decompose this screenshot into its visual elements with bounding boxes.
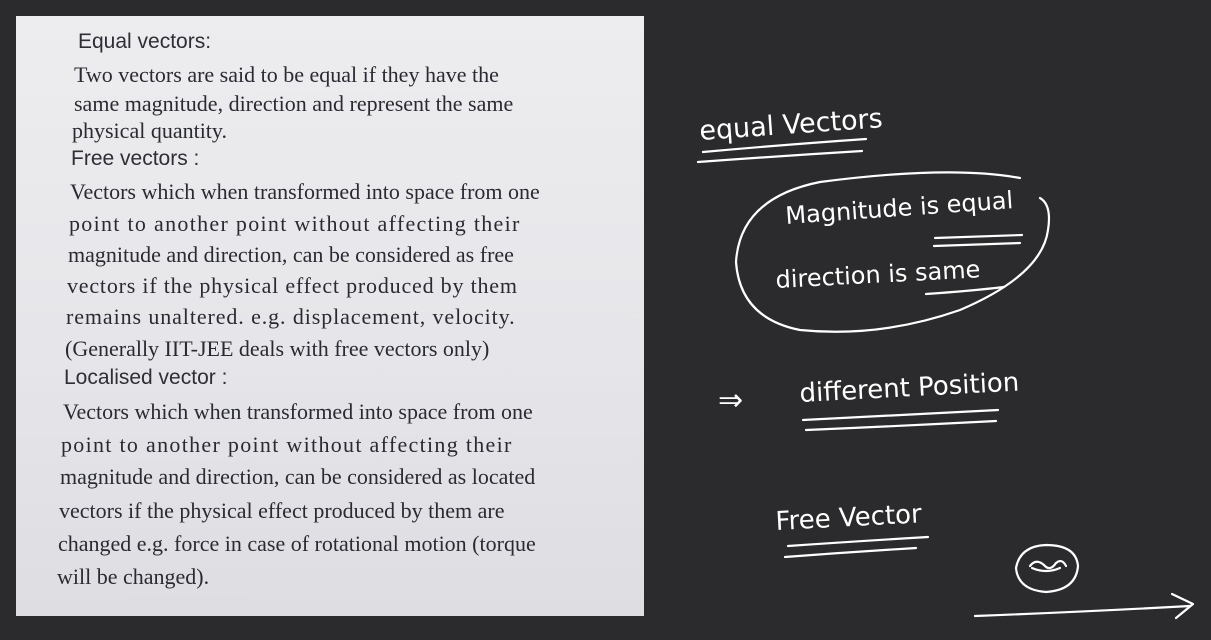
oval-circle bbox=[736, 172, 1049, 331]
free-line-2: point to another point without affecting their bbox=[69, 211, 521, 236]
equal-line-2: same magnitude, direction and represent the same bbox=[74, 91, 514, 116]
title-underline-1 bbox=[703, 139, 866, 152]
equal-line-1: Two vectors are said to be equal if they have the bbox=[74, 62, 499, 87]
title-underline-2 bbox=[698, 151, 862, 162]
implies-arrow-symbol: ⇒ bbox=[718, 383, 744, 418]
localised-line-5: changed e.g. force in case of rotational motion (torque bbox=[58, 531, 536, 556]
long-arrow-line bbox=[975, 606, 1190, 616]
localised-line-2: point to another point without affecting their bbox=[61, 432, 513, 457]
localised-line-3: magnitude and direction, can be considered as located bbox=[60, 464, 536, 489]
textbook-page bbox=[16, 16, 644, 616]
free-line-4: vectors if the physical effect produced by them bbox=[67, 273, 518, 298]
doodle-scribble bbox=[1030, 561, 1066, 571]
note-different-position: different Position bbox=[798, 367, 1020, 409]
note-free-vector: Free Vector bbox=[774, 499, 923, 537]
free-vectors-heading: Free vectors : bbox=[71, 147, 200, 170]
position-underline-2 bbox=[806, 421, 996, 430]
note-title: equal Vectors bbox=[698, 103, 884, 147]
long-arrow-head bbox=[1172, 594, 1193, 618]
magnitude-underline-1 bbox=[935, 235, 1022, 238]
magnitude-underline-2 bbox=[934, 243, 1020, 246]
note-magnitude: Magnitude is equal bbox=[784, 186, 1015, 230]
localised-vector-heading: Localised vector : bbox=[64, 366, 228, 389]
localised-line-6: will be changed). bbox=[57, 564, 210, 589]
note-direction: direction is same bbox=[774, 255, 982, 294]
free-line-3: magnitude and direction, can be considered as free bbox=[68, 242, 514, 267]
free-underline-1 bbox=[788, 537, 928, 546]
free-line-5: remains unaltered. e.g. displacement, velocity. bbox=[66, 304, 516, 329]
free-underline-2 bbox=[785, 548, 916, 557]
localised-line-4: vectors if the physical effect produced by them are bbox=[59, 498, 505, 523]
localised-line-1: Vectors which when transformed into space from one bbox=[63, 399, 533, 424]
small-circle-doodle bbox=[1016, 545, 1078, 592]
direction-underline bbox=[926, 287, 1004, 294]
equal-vectors-heading: Equal vectors: bbox=[78, 30, 212, 53]
free-line-6: (Generally IIT-JEE deals with free vectors only) bbox=[65, 336, 490, 361]
free-line-1: Vectors which when transformed into space from one bbox=[70, 179, 540, 204]
position-underline-1 bbox=[803, 410, 998, 420]
equal-line-3: physical quantity. bbox=[72, 118, 227, 143]
